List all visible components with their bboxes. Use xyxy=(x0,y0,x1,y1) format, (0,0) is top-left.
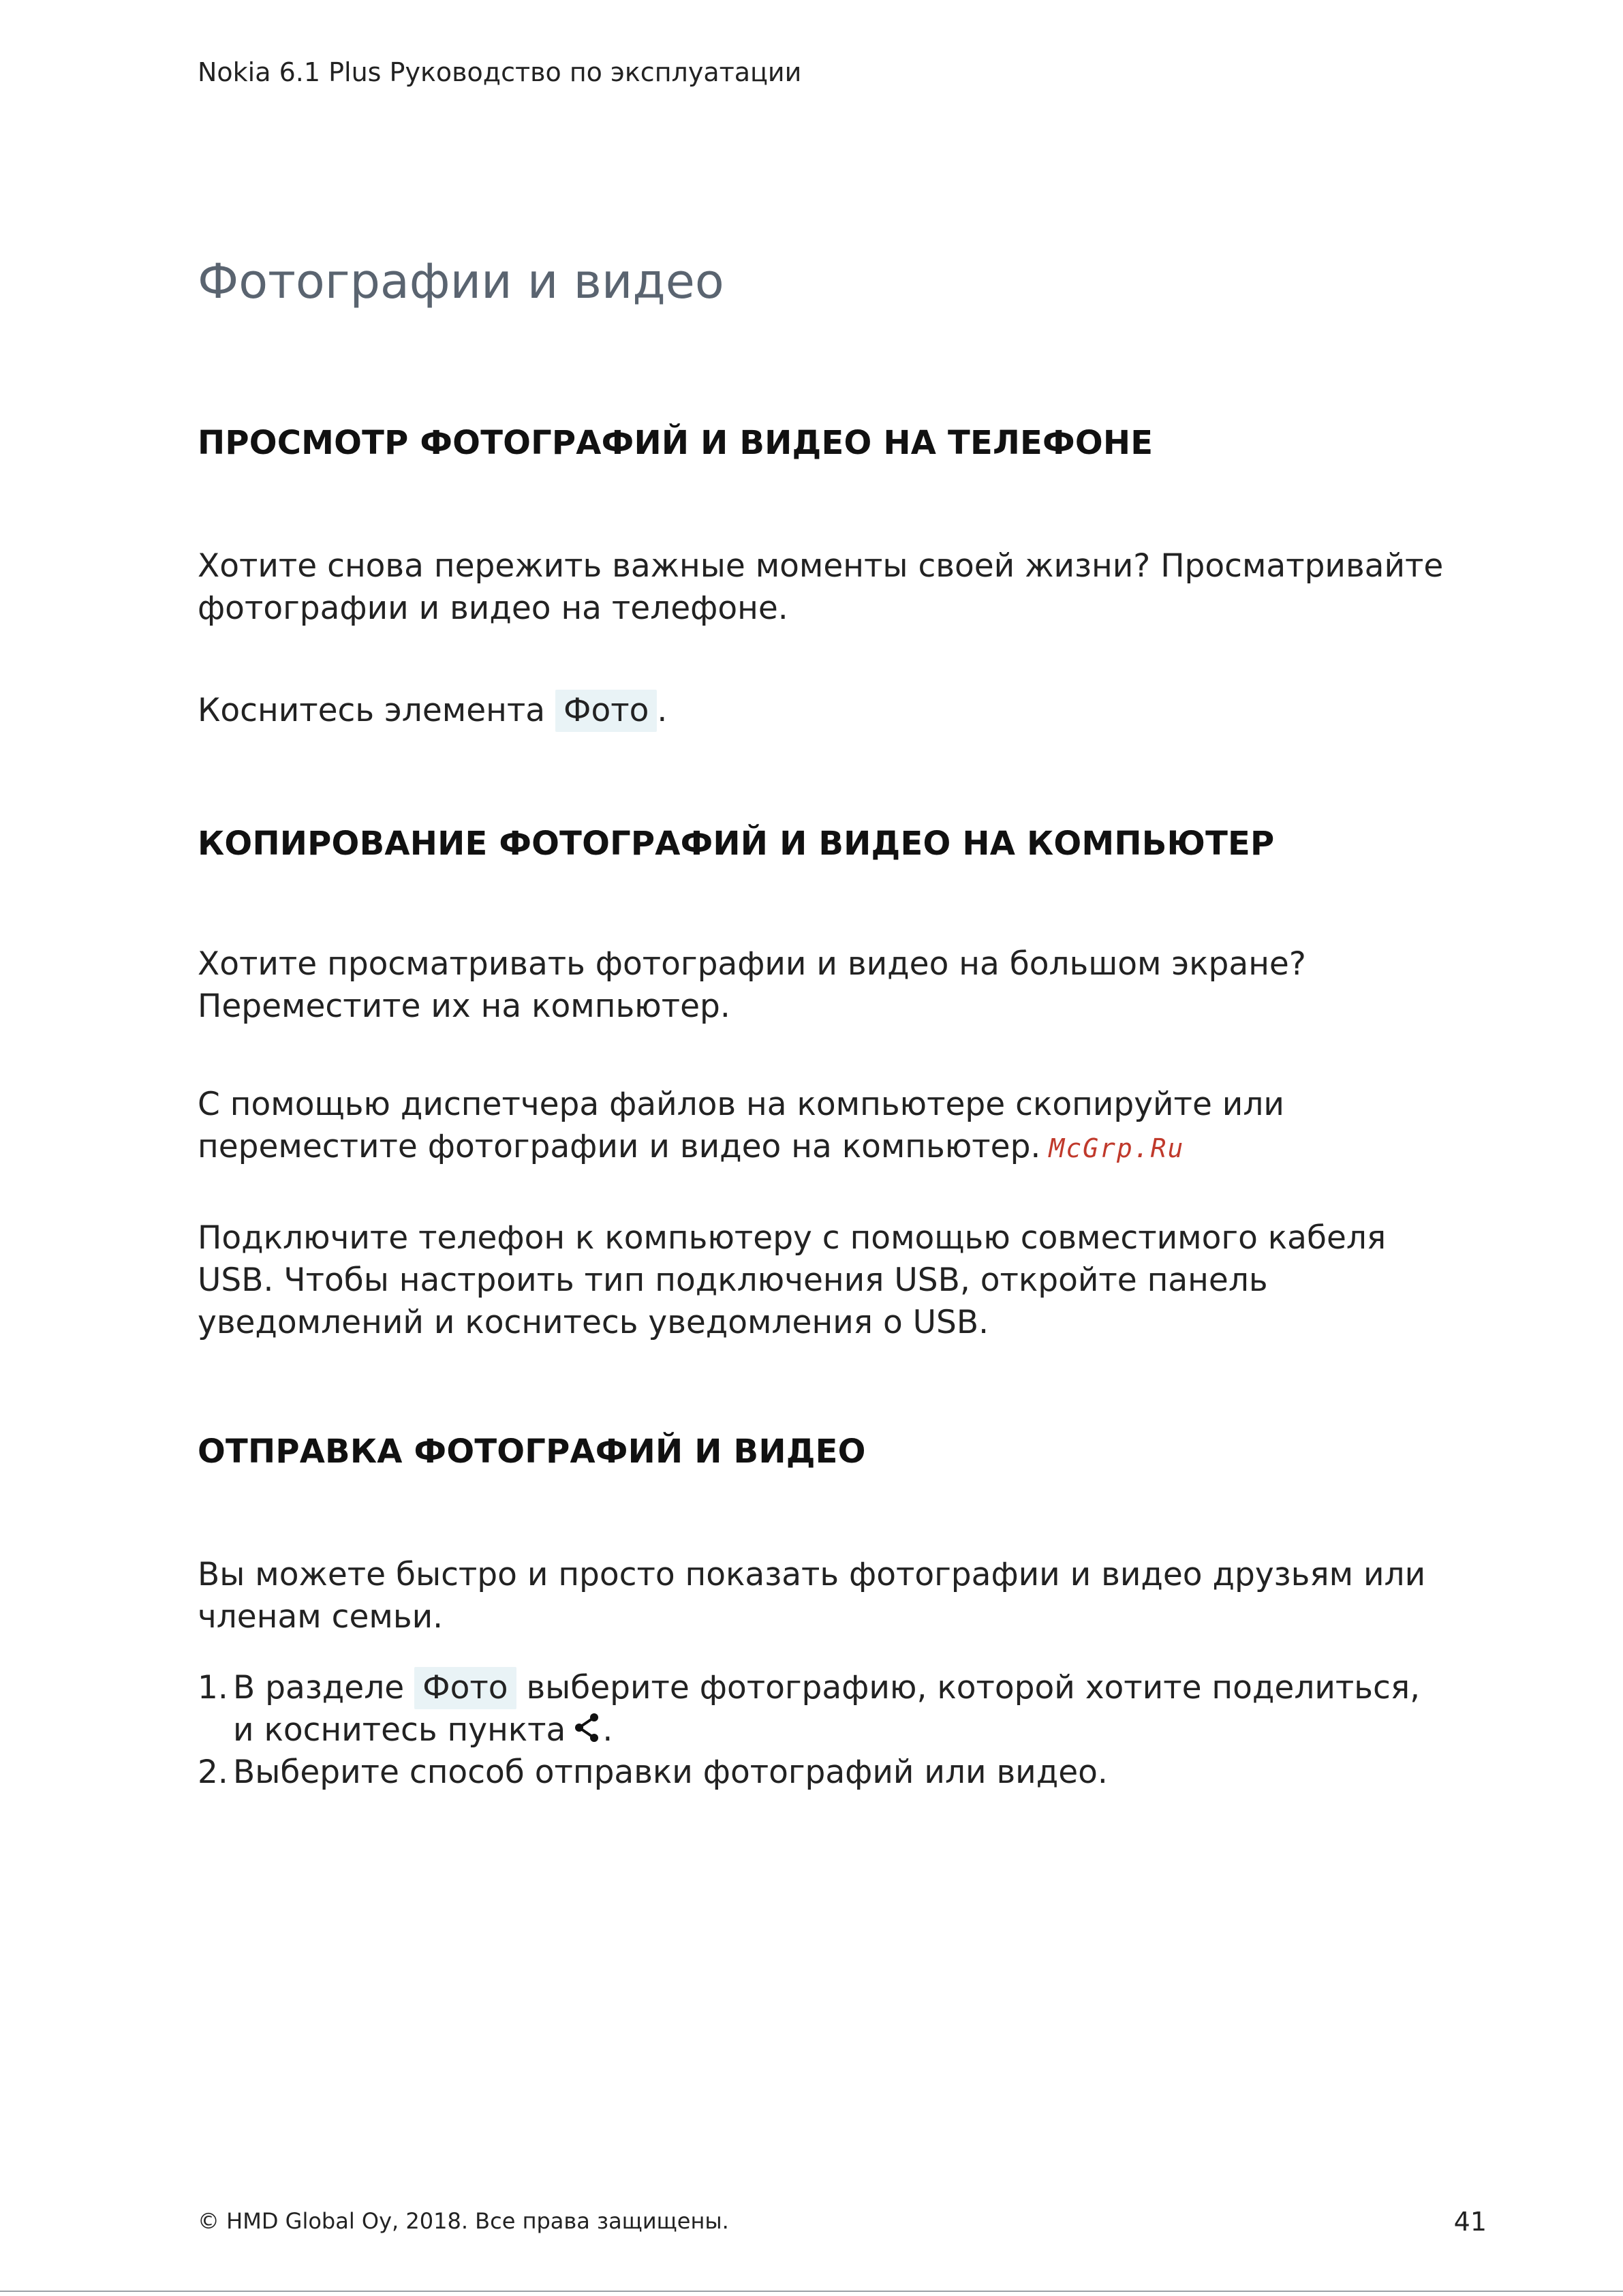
share-steps-list xyxy=(198,1667,1444,1794)
watermark-text: McGrp.Ru xyxy=(1049,1133,1185,1163)
footer-copyright: © HMD Global Oy, 2018. Все права защищены. xyxy=(198,2208,729,2234)
list-item xyxy=(198,1751,1444,1794)
section-heading-share: ОТПРАВКА ФОТОГРАФИЙ И ВИДЕО xyxy=(198,1433,866,1471)
step2-text: Выберите способ отправки фотографий или видео. xyxy=(233,1754,1108,1791)
step1-suffix: . xyxy=(602,1711,613,1749)
share-intro-paragraph: Вы можете быстро и просто показать фотографии и видео друзьям или членам семьи. xyxy=(198,1556,1426,1636)
photos-app-chip: Фото xyxy=(414,1667,516,1709)
page-number: 41 xyxy=(1453,2207,1487,2237)
view-tap-suffix: . xyxy=(657,692,668,729)
copy-usb-paragraph: Подключите телефон к компьютеру с помощью совместимого кабеля USB. Чтобы настроить тип подключения USB, откройте панель уведомлений и коснитесь уведомления о USB. xyxy=(198,1219,1387,1341)
section-heading-view: ПРОСМОТР ФОТОГРАФИЙ И ВИДЕО НА ТЕЛЕФОНЕ xyxy=(198,424,1154,462)
view-tap-prefix: Коснитесь элемента xyxy=(198,692,546,729)
list-item xyxy=(198,1667,1444,1751)
chapter-title: Фотографии и видео xyxy=(198,254,724,309)
copy-file-manager-text: С помощью диспетчера файлов на компьютере скопируйте или переместите фотографии и видео на компьютер. xyxy=(198,1086,1284,1165)
share-icon xyxy=(572,1712,602,1743)
copy-intro-paragraph: Хотите просматривать фотографии и видео на большом экране? Переместите их на компьютер. xyxy=(198,945,1306,1025)
view-intro-paragraph: Хотите снова пережить важные моменты своей жизни? Просматривайте фотографии и видео на телефоне. xyxy=(198,547,1444,627)
photos-app-chip: Фото xyxy=(555,690,657,732)
document-header: Nokia 6.1 Plus Руководство по эксплуатации xyxy=(198,57,802,87)
list-item-number: 2. xyxy=(198,1754,228,1791)
copy-file-manager-paragraph xyxy=(198,1084,1444,1169)
step1-middle: выберите фотографию, которой хотите поделиться, и коснитесь пункта xyxy=(233,1669,1421,1749)
section-heading-copy: КОПИРОВАНИЕ ФОТОГРАФИЙ И ВИДЕО НА КОМПЬЮТЕР xyxy=(198,825,1275,863)
bottom-divider xyxy=(0,2291,1623,2292)
step1-prefix: В разделе xyxy=(233,1669,405,1706)
view-tap-paragraph xyxy=(198,690,1444,732)
list-item-number: 1. xyxy=(198,1669,228,1706)
